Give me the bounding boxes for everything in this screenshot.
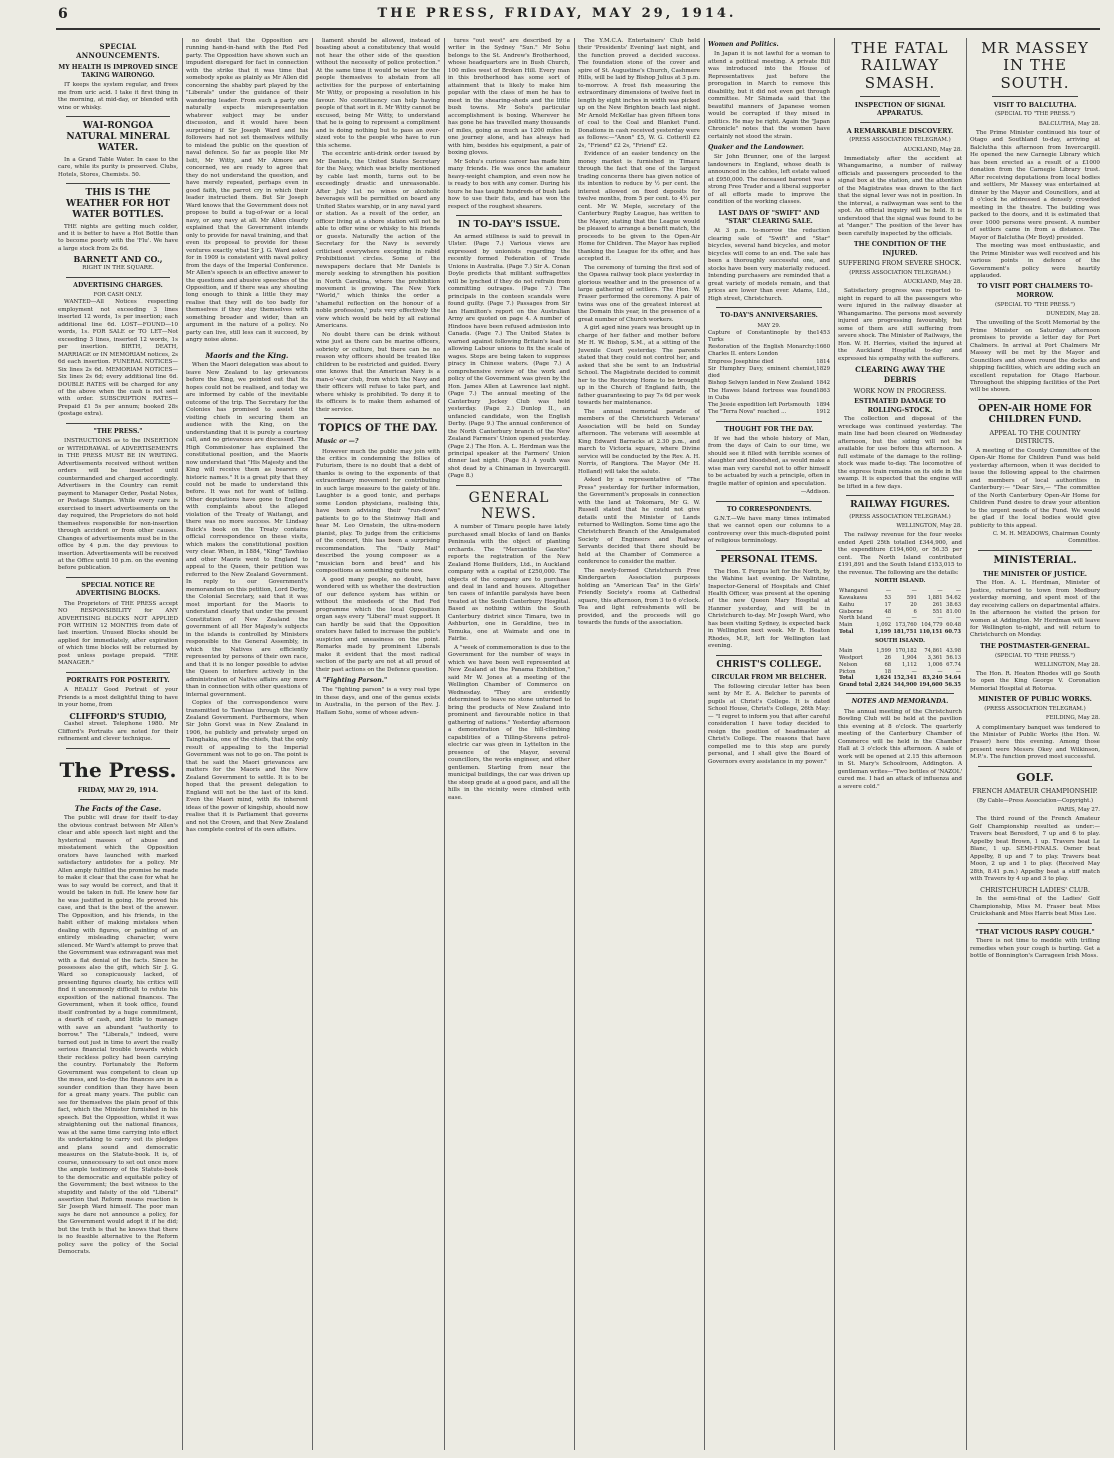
anniversary-year: 1829 [816, 365, 830, 372]
anniversary-year: 1660 [816, 344, 830, 351]
col4-text-a: tures "out west" are described by a writer in the Sydney "Sun." Mr Sohu belongs to the St. Andrew's Brotherhood, whose headquarters are in Bush Church, 100 miles west of Broken Hill. Every man in this brotherhood has some sort of attainment that is likely to make him popular with the class of men he has to meet in the shearing-sheds and the little bush towns. Mr Sohu's particular accomplishment is boxing. Wherever he has gone he has travelled many thousands of miles, going as much as 1200 miles in one journey alone, and has always had with him, besides his equipment, a pair of boxing gloves. [448, 38, 570, 157]
anniversaries-list [708, 330, 830, 417]
table-cell: 152,341 [893, 675, 917, 682]
general-news-text: A number of Timaru people have lately purchased small blocks of land on Banks Peninsula with the object of planting orchards. The "Mercantile Gazette" reports the registration of the New Zealand Home Builders, Ltd., in Auckland company with a capital of £250,000. The objects of the company are to purchase and deal in land and houses. Altogether ten cases of infantile paralysis have been treated at the South Canterbury Hospital. Based as nothing within the South Canterbury district since Timaru, two in Ashburton, one in Geraldine, two in Temuka, one at Waimate and one in Fairlie. [448, 524, 570, 643]
justice-heading: THE MINISTER OF JUSTICE. [982, 569, 1088, 578]
table-cell: Main [839, 647, 853, 654]
divider [978, 550, 1092, 551]
table-row [838, 615, 962, 622]
sale-heading: LAST DAYS OF "SWIFT" AND "STAR" CLEARING SALE. [718, 209, 820, 226]
table-cell: 1,006 [927, 661, 943, 668]
table-cell: 17 [884, 601, 892, 608]
column-rule [182, 38, 183, 1450]
railway-smash-deck-2: A REMARKABLE DISCOVERY. [846, 126, 954, 135]
table-cell: Main [839, 622, 853, 629]
table-cell: 1,199 [874, 629, 892, 636]
divider [978, 923, 1092, 924]
table-row [838, 675, 962, 682]
golf-heading: GOLF. [1016, 770, 1054, 784]
ad-firm-address: RIGHT IN THE SQUARE. [82, 265, 154, 272]
portraits-heading: PORTRAITS FOR POSTERITY. [66, 676, 170, 684]
col5-text-c: The ceremony of turning the first sod of the Opawa railway took place yesterday in glorious weather and in the presence of a large gathering of settlers. The Hon. W. Fraser performed the ceremony. A pair of twins was one of the greatest interest at the Domain this year, in the presence of a great number of Church workers. [578, 264, 700, 323]
divider [66, 183, 170, 184]
divider [860, 122, 940, 123]
advertising-charges-heading: ADVERTISING CHARGES. [73, 281, 163, 289]
condition-sub: SUFFERING FROM SEVERE SHOCK. [838, 259, 962, 268]
table-cell: 1,599 [876, 647, 892, 654]
anniversary-item [708, 366, 830, 380]
condition-dateline: AUCKLAND, May 28. [903, 279, 962, 286]
topics-heading: TOPICS OF THE DAY. [318, 423, 438, 435]
column-7 [838, 38, 962, 1450]
divider [66, 423, 170, 424]
notes-heading: NOTES AND MEMORANDA. [851, 698, 949, 706]
open-air-signature: C. M. H. MEADOWS, Chairman County Committee. [992, 531, 1100, 545]
table-cell: 551 [932, 608, 943, 615]
correspondents-text: G.N.T.—We have many times intimated that we cannot open our columns to a controversy over this much-disputed point of religious terminology. [708, 515, 830, 545]
pmg-dateline: WELLINGTON, May 28. [1034, 661, 1100, 668]
anniversary-year: 1863 [816, 387, 830, 394]
table-cell: — [885, 587, 892, 594]
cough-heading: "THAT VICIOUS RASPY COUGH." [975, 927, 1095, 936]
table-cell: 1,624 [874, 675, 892, 682]
ad-firm-name: BARNETT AND CO., [73, 254, 163, 265]
table-cell: Nelson [839, 661, 858, 668]
table-cell: 1,092 [876, 622, 892, 629]
ladies-club-text: In the semi-final of the Ladies' Golf Championship, Miss M. Fraser beat Miss Cruickshank and Miss Harris beat Miss Lee. [970, 896, 1100, 918]
column-rule [574, 38, 575, 1450]
press-notice-heading: "THE PRESS." [93, 427, 143, 435]
table-row [838, 595, 962, 602]
anniversary-text: The Hawes Island fortress was found in Cuba [708, 387, 817, 401]
column-rule [834, 38, 835, 1450]
editorial-text: The public will draw for itself to-day the obvious contrast between Mr Allen's clear and able speech last night and the hysterical masses of abuse and misstatement which the Opposition orators have launched with marked satisfactory antidotes for a policy. Mr Allen amply fulfilled the promise he made to make it clear that the case for what he was to say would be correct, and that it would be taken in full. He knew how far he was justified in going. He proved his case, and that is the best of the answer. The Opposition, and his friends, in the habit either of making mistakes when dealing with figures, or painting of an entirely misleading character, were silenced. Mr Ward's attempt to prove that the Government was extravagant was met with a flat denial of the facts. Since he possesses also the gift, which Sir J. G. Ward so conspicuously lacked, of presenting figures clearly, his critics will find it uncommonly difficult to refute his exposition of the national finances. The Government, when it took office, found itself confronted by a huge commitment, a dearth of cash, and little to manage with save an abundant "authority to borrow." The "Liberals," indeed, were turned out just in time to avert the really serious financial trouble towards which their reckless policy had been carrying the country. Fortunately the Reform Government was competent to clean up the mess, and to-day the finances are in a sounder condition than they have been for a great many years. The public can see for themselves the plain proof of this fact, which the Minister furnished in his speech. But the Opposition, whilst it was straightening out the national finances, was at the same time carrying into effect its undertaking to carry out its pledges and plans sound and democratic measures on the Statute-book. It is, of course, unnecessary to set out once more the ample testimony of the Statute-book to the democratic and equitable policy of the Government; the best witness to the stupidity and falsity of the old "Liberal" assertion that Reform means reaction is Sir Joseph Ward himself. The poor man says he dare not announce a policy, for the Government would adopt it if he did; but the truth is that he knows that there is no feasible alternative to the Reform policy save the policy of the Social Democrats. [58, 815, 178, 1256]
col3-text-c: No doubt there can be drink without wine just as there can be marine officers, sobriety or culture, but there can be no reason why officers should be treated like children to be restricted and guided. Every one knows that the American Navy is a man-o'-war club, from which the Navy and their officers will refuse to take part, and where whisky is prohibited. To deny it to its officers is to make them ashamed of their service. [316, 331, 440, 413]
divider [66, 277, 170, 278]
railway-smash-dateline: AUCKLAND, May 28. [903, 146, 962, 153]
condition-heading: THE CONDITION OF THE INJURED. [853, 240, 947, 257]
advertising-charges-sub: FOR CASH ONLY. [93, 291, 143, 298]
divider [846, 693, 954, 694]
column-3 [316, 38, 440, 1450]
thought-author: —Addison. [800, 489, 830, 496]
table-row [838, 648, 962, 655]
col4-text-b: Mr Sohu's curious career has made him many friends. He was once the amateur heavy-weight champion, and even now he is ready to box with any comer. During his tours he has taught hundreds of bush lads how to use their fists, and has won the respect of the roughest shearers. [448, 158, 570, 210]
railway-smash-text: Immediately after the accident at Whangamarino, a number of railway officials and passengers proceeded to the signal box at the station, and the attention of the Magistrates was drawn to the fact that the signal lever was not in position. In the interval, a railwayman was sent to the spot. An official inquiry will be held. It is understood that the signal was found to be at "danger." The position of the lever has been carefully inspected by the officials. [838, 155, 962, 237]
ladies-club-heading: CHRISTCHURCH LADIES' CLUB. [980, 885, 1090, 894]
clearing-sub-2: ESTIMATED DAMAGE TO ROLLING-STOCK. [854, 397, 946, 414]
anniversary-item [708, 359, 830, 366]
music-text: However much the public may join with the critics in condemning the follies of Futurism, there is no doubt that a debt of thanks is owing to the exponents of that extraordinary movement for contributing in such large measure to the gaiety of life. Laughter is a good tonic, and perhaps some London physicians, realising this, have been advising their "run-down" patients to go to the Steinway Hall and hear M. Leo Ornstein, the ultra-modern pianist, play. To judge from the criticisms of the concert, this has been a surprising recommendation. The "Daily Mail" described the young composer as a "musician born and bred" and his compositions as something quite new. [316, 448, 440, 575]
table-cell: 1,881 [927, 594, 943, 601]
table-row [838, 588, 962, 595]
col5-text-a: The Y.M.C.A. Entertainers' Club held their 'Presidents' Evening' last night, and the function proved a decided success. The foundation stone of the cover and spire of St. Augustine's Church, Cashmere Hills, will be laid by Bishop Julius at 3 p.m. to-morrow. A frost fish measuring the extraordinary dimensions of twelve feet in length by eight inches in width was picked up on the New Brighton beach last night. Mr Arnold McKellar has given fifteen tons of coal to the Coal and Blanket Fund. Donations in cash received yesterday were as follows:—"Anon" £5, W. G. Cotterill £2 2s, "Friend" £2 2s, "Friend" £2. [578, 38, 700, 149]
col3-text-b: The eccentric anti-drink order issued by Mr Daniels, the United States Secretary for the Navy, which was briefly mentioned by cable last month, turns out to be exceedingly drastic and unreasonable. After July 1st no wines or alcoholic beverages will be permitted on board any United States warship, or in any naval yard or station. As a result of the order, an officer living at a shore station will not be able to offer wine or whisky to his friends or guests. Naturally the action of the Secretary for the Navy is severely criticised everywhere excepting in rabid Prohibitionist circles. Some of the newspapers declare that Mr Daniels is merely seeking to strengthen his position in North Carolina, where the prohibition movement is growing. The New York "World," which thinks the order a 'shameful reflection on the honour of a noble profession,' puts very effectively the view which would be held by all rational Americans. [316, 151, 440, 330]
anniversary-text: Capture of Constantinople by the Turks [708, 329, 817, 343]
general-news-text-2: A "week of commemoration is due to the Government for the number of ways in which we have been well represented at New Zealand at the Panama Exhibition," said Mr W. Jones at a meeting of the Wellington Chamber of Commerce on Wednesday. "They are evidently determined to leave no stone unturned to bring the products of New Zealand into prominent and favourable notice in that gathering of nations." Yesterday afternoon a demonstration of the hill-climbing capabilities of a Tilling-Stevens petrol-electric car was given in Lyttelton in the presence of the Mayor, several councillors, the works engineer, and other gentlemen. Starting from near the municipal buildings, the car was driven up the steep grade at a good pace, and all the hills in the vicinity were climbed with ease. [448, 644, 570, 801]
port-chalmers-byline: (SPECIAL TO "THE PRESS.") [995, 301, 1075, 308]
table-cell: 60.48 [946, 622, 961, 629]
col5-text-g: The newly-formed Christchurch Free Kindergarten Association purposes holding an "American Tea" in the Girls' Friendly Society's rooms at Cathedral square, this afternoon, from 3 to 6 o'clock. Tea and light refreshments will be provided, and the proceeds will go towards the funds of the association. [578, 567, 700, 627]
table-cell: 54.62 [946, 594, 961, 601]
table-cell: — [911, 668, 917, 675]
music-text-2: A good many people, no doubt, have wondered with us whether the destruction of our defence system has within or without the misdeeds of the Red Fed programme which the local Opposition organ says every "Liberal" must support. It can hardly be said that the Opposition orators have failed to increase the public's suspicion and uneasiness on the point. Remarks made by prominent Liberals make it evident that the most radical section of the party are not at all proud of their past actions on the Defence question. [316, 576, 440, 673]
todays-issue-heading: IN TO-DAY'S ISSUE. [457, 220, 561, 231]
portraits-text: A REALLY Good Portrait of your Friends is a most delightful thing to have in your home, from [58, 687, 178, 709]
table-cell: — [955, 587, 961, 594]
divider [80, 799, 156, 800]
women-politics-heading: Women and Politics. [708, 41, 779, 48]
ad-hot-water-text: THE nights are getting much colder, and it is better to have a Hot Bottle than to become poorly with the 'Flu'. We have a large stock from 2s 6d. [58, 223, 178, 252]
table-cell: Kawakawa [839, 594, 868, 601]
anniversary-text: The "Terra Nova" reached ... [708, 409, 787, 416]
works-text: A complimentary banquet was tendered to the Minister of Public Works (the Hon. W. Fraser) here this evening. Among those present were Messrs Okey and Wilkinson, M.P.'s. The function proved most successful. [970, 724, 1100, 761]
divider [66, 116, 170, 117]
table-cell: 74,861 [924, 647, 943, 654]
table-cell: — [937, 587, 943, 594]
table-cell: 173,760 [895, 622, 917, 629]
table-cell: 1,904 [901, 654, 917, 661]
christs-college-heading: CHRIST'S COLLEGE. [716, 659, 822, 670]
works-byline: (PRESS ASSOCIATION TELEGRAM.) [984, 706, 1086, 713]
massey-deck: VISIT TO BALCLUTHA. [993, 100, 1077, 109]
railway-table-south [838, 648, 962, 690]
table-cell: — [955, 615, 961, 622]
divider [456, 215, 562, 216]
table-cell: Picton [839, 668, 856, 675]
col5-text-e: The annual memorial parade of members of the Christchurch Veterans' Association will be held on Sunday afternoon. The veterans will assemble at King Edward Barracks at 2.30 p.m., and march to Victoria square, where Divine service will be conducted by the Rev. A. H. Norris, of Rangiora. The Mayor (Mr H. Holland) will take the salute. [578, 408, 700, 475]
editorial-heading: The Facts of the Case. [74, 803, 162, 813]
anniversary-item [708, 330, 830, 344]
anniversary-item [708, 402, 830, 409]
fighting-parson-text: The "fighting parson" is a very real type in these days, and one of the genus exists in Australia, in the person of the Rev. J. Hallam Sohu, some of whose adven- [316, 687, 440, 716]
ad-wairongo-title: MY HEALTH IS IMPROVED SINCE TAKING WAIRONGO. [58, 63, 178, 80]
anniversary-text: Restoration of the English Monarchy: Charles II. enters London [708, 344, 817, 358]
table-cell: 53 [884, 594, 892, 601]
special-notice-heading: SPECIAL NOTICE RE ADVERTISING BLOCKS. [75, 581, 161, 598]
anniversary-year: 1894 [816, 402, 830, 409]
condition-byline: (PRESS ASSOCIATION TELEGRAM.) [849, 270, 951, 277]
table-cell: — [937, 615, 943, 622]
works-heading: MINISTER OF PUBLIC WORKS. [978, 695, 1092, 704]
table-cell: 83,240 [922, 675, 943, 682]
table-row [838, 662, 962, 669]
table-cell: 170,182 [895, 647, 917, 654]
clearing-sub: WORK NOW IN PROGRESS. [853, 386, 947, 395]
advertising-charges-text: WANTED—All Notices respecting employment not exceeding 3 lines inserted 12 words, 1s per insertion; each additional line 6d. LOST—FOUND—10 words, 1s. FOR SALE or TO LET—Not exceeding 3 lines, inserted 12 words, 1s per insertion. BIRTH, DEATH, MARRIAGE or IN MEMORIAM notices, 2s 6d each insertion. FUNERAL NOTICES—Six lines 2s 6d. MEMORIAM NOTICES—Six lines 2s 6d; every additional line 6d. DOUBLE RATES will be charged for any of the above when the cash is not sent with order. SUBSCRIPTION RATES—Prepaid £1 5s per annum; booked 28s (postage extra). [58, 299, 178, 418]
column-rule [312, 38, 313, 1450]
table-row [838, 655, 962, 662]
pmg-heading: THE POSTMASTER-GENERAL. [980, 641, 1090, 650]
port-chalmers-heading: TO VISIT PORT CHALMERS TO-MORROW. [977, 282, 1093, 300]
railway-table-north [838, 588, 962, 637]
ministerial-heading: MINISTERIAL. [993, 554, 1077, 566]
port-chalmers-text: The unveiling of the Scott Memorial by the Prime Minister on Saturday afternoon promises to provide a letter day for Port Chalmers. In arrival at Port Chalmers Mr Massey will be met by the Mayor and Councillors and shown round the docks and shipping facilities, which are adding such an excellent reputation for Otago Harbour. Throughout the shipping facilities of the Port will be shown. [970, 320, 1100, 394]
table-cell: Total [839, 675, 854, 682]
table-cell: Grand total [839, 682, 873, 689]
special-announcements-heading: SPECIAL ANNOUNCEMENTS. [76, 42, 160, 61]
table-row [838, 622, 962, 629]
ad-wai-rongoa-text: In a Grand Table Water. In case to the care, while its purity is preserved. Clubs, Hotels, Stores, Chemists. 50. [58, 156, 178, 178]
anniversary-text: Empress Josephine died [708, 358, 774, 365]
table-row [838, 609, 962, 616]
column-2 [186, 38, 308, 1450]
quaker-heading: Quaker and the Landowner. [708, 144, 804, 152]
editorial-continued-text: no doubt that the Opposition are running hand-in-hand with the Red Fed party. The Opposition have shown such an impudent disregard for fact in connection with the strike that it was time that somebody spoke as plainly as Mr Allen did concerning the shabby part played by the "Liberals" under the guidance of their wandering leader. From such a party one naturally expects misrepresentation whatever subject may be under discussion, and it would have been surprising if Sir Joseph Ward and his followers had not set themselves wilfully to mislead the public on the question of naval defence. So far as people like Mr Isitt, Mr Witty, and Mr Atmore are concerned, we are ready to agree that they do not understand the question, and have merely repeated, perhaps even in good faith, the parrot cry in which their leader instructed them. But Sir Joseph Ward knows that the Government does not propose to build a tug-of-war or a local navy, or any navy at all. Mr Allen clearly explained that the Government intends only to provide for naval training, and that even its proposal to provide for these ventures exactly what Sir J. G. Ward asked for in 1909 is consistent with naval policy from the days of the Imperial Conference. Mr Allen's speech is an effective answer to the questions and abusive speeches of the Opposition, and if there was any shouting long enough to think a little they may realise that they will do too badly for themselves if they stay themselves with something broader and wider, than an argument in the nature of a policy. No party can live, still less can it succeed, by angry noise alone. [186, 38, 308, 344]
table-cell: 38.63 [946, 601, 961, 608]
divider [716, 421, 822, 422]
column-rule [966, 38, 967, 1450]
table-cell: 43.98 [946, 647, 961, 654]
quaker-text: Sir John Brunner, one of the largest landowners in England, whose death is announced in the cables, left estate valued at £950,000. The deceased baronet was a strong Free Trader and a liberal supporter of all efforts made to improve the condition of the working classes. [708, 154, 830, 206]
table-cell: 26 [884, 654, 892, 661]
table-cell: 20 [910, 601, 917, 608]
page-header [0, 0, 1114, 34]
anniversary-item [708, 344, 830, 358]
newspaper-title: The Press. [59, 757, 177, 782]
column-5 [578, 38, 700, 1450]
port-chalmers-dateline: DUNEDIN, May 28. [1046, 310, 1100, 317]
railway-figures-text: The railway revenue for the four weeks ended April 25th totalled £344,900, and the expenditure £194,600, or 56.35 per cent. The North Island contributed £191,891 and the South Island £153,015 to the revenue. The following are the details: [838, 532, 962, 576]
table-cell: 194,600 [919, 682, 943, 689]
table-cell: 68 [884, 661, 892, 668]
condition-text: Satisfactory progress was reported to-night in regard to all the passengers who were injured in the railway disaster at Whangamarino. The persons most severely injured are progressing favourably, but some of them are still suffering from severe shock. The Minister of Railways, the Hon. W. H. Herries, visited the injured at the Auckland Hospital to-day and expressed his sympathy with the sufferers. [838, 288, 962, 362]
pmg-byline: (SPECIAL TO "THE PRESS.") [995, 652, 1075, 659]
table-cell: 67.74 [946, 661, 961, 668]
correspondents-heading: TO CORRESPONDENTS. [726, 505, 812, 513]
table-cell: 48 [884, 608, 892, 615]
railway-figures-byline: (PRESS ASSOCIATION TELEGRAM.) [849, 513, 951, 520]
divider [716, 501, 822, 502]
table-cell: — [955, 668, 961, 675]
golf-text: The third round of the French Amateur Golf Championship resulted as under:— Travers beat Beresford, 7 up and 6 to play. Appelby beat Brown, 1 up. Travers beat Le Blanc, 1 up. SEMI-FINALS. Osmer beat Appelby, 8 up and 7 to play. Travers beat Moon, 2 up and 1 to play. (Received May 28th, 8.41 p.m.) Appelby beat a stiff match with Travers by 4 up and 3 to play. [970, 816, 1100, 883]
table-cell: Whangarei [839, 587, 868, 594]
pmg-text: The Hon. R. Heaton Rhodes will go South to open the King George V. Coronation Memorial Hospital at Rotorua. [970, 671, 1100, 692]
table-cell: 110,151 [919, 629, 943, 636]
table-cell: 56.35 [944, 682, 961, 689]
divider [716, 550, 822, 551]
table-row [838, 602, 962, 609]
massey-text: The Prime Minister continued his tour of Otago and Southland to-day, arriving at Balclutha this afternoon from Invercargill. He opened the new Carnegie Library which has been erected as a result of a £1000 donation from the Carnegie Library trust. After receiving deputations from local bodies and settlers, Mr Massey was entertained at dinner by the Mayor and Councillors, and at 8 o'clock he addressed a densely crowded meeting in the theatre. The building was packed to the doors, and it is estimated that over 1000 persons were present. A number of settlers came in from a distance. The Mayor of Balclutha (Mr Boyd) presided. [970, 129, 1100, 241]
anniversary-text: Sir Humphry Davy, eminent chemist, died [708, 365, 817, 380]
table-row [838, 682, 962, 689]
table-cell: 344,900 [893, 682, 917, 689]
table-cell: North Island [839, 615, 873, 622]
table-cell: Westport [839, 654, 863, 661]
table-south-island-label: SOUTH ISLAND. [875, 638, 925, 645]
christs-college-text: The following circular letter has been sent by Mr E. A. Belcher to parents of pupils at Christ's College. It is dated School House, Christ's College, 26th May:— "I regret to inform you that after careful consideration I have today decided to resign the position of headmaster at Christ's College. The reasons that have compelled me to this step are purely personal, and I shall give the Board of Governors every assistance in my power." [708, 683, 830, 765]
table-cell: Gisborne [839, 608, 863, 615]
divider [716, 307, 822, 308]
table-cell: 2,824 [874, 682, 892, 689]
table-cell: 181,751 [893, 629, 917, 636]
table-cell: 104,779 [921, 622, 943, 629]
open-air-heading: OPEN-AIR HOME FOR CHILDREN FUND. [978, 403, 1092, 425]
editorial-dateline: FRIDAY, MAY 29, 1914. [77, 786, 159, 794]
column-rule [704, 38, 705, 1450]
massey-dateline: BALCLUTHA, May 28. [1038, 120, 1100, 127]
anniversary-year: 1912 [816, 409, 830, 416]
divider [978, 766, 1092, 767]
divider [860, 96, 940, 97]
table-cell: 591 [906, 594, 917, 601]
column-4 [448, 38, 570, 1450]
table-cell: — [937, 668, 943, 675]
anniversary-year: 1814 [816, 358, 830, 365]
col5-text-d: A girl aged nine years was brought up in charge of her father and mother before Mr H. W. Bishop, S.M., at a sitting of the Juvenile Court yesterday. The parents stated that they could not control her, and asked that she be sent to an Industrial School. The Magistrate decided to commit her to the Receiving Home to be brought up in the Church of England faith, the father guaranteeing to pay 7s 6d per week towards her maintenance. [578, 325, 700, 407]
anniversary-text: The Jessie expedition left Portsmouth [708, 402, 811, 409]
column-1 [58, 38, 178, 1450]
massey-heading: MR MASSEY IN THE SOUTH. [981, 39, 1089, 92]
divider [66, 672, 170, 673]
anniversary-item [708, 388, 830, 402]
justice-text: The Hon. A. L. Herdman, Minister of Justice, returned to town from Medbury yesterday morning, and spent most of the day receiving callers on departmental affairs. In the afternoon he visited the prison for women at Addington. Mr Herdman will leave for Wellington to-night, and will return to Christchurch on Monday. [970, 580, 1100, 639]
col3-text-a: liament should be allowed, instead of boasting about a constitutency that would not hear the other side of the question without the necessity of police protection." At the same time it would be wiser for the people themselves to abstain from all activities for the purpose of entertaining Mr Witty, or proposing a resolution in his favour. No constituency can help having people of that sort in it. Mr Witty cannot be excused, being Mr Witty, to understand that he is going to represent a compliment and is doing nothing but to pass an over-sized vote to the people who have to run this scheme. [316, 38, 440, 149]
divider [66, 748, 170, 749]
divider [324, 418, 432, 419]
column-6 [708, 38, 830, 1450]
open-air-text: A meeting of the County Committee of the Open-Air Home for Children Fund was held yesterday afternoon, when it was decided to issue the following appeal to the chairmen and members of local authorities in Canterbury:— "Dear Sirs,— "The committee of the North Canterbury Open-Air Home for Children Fund desire to draw your attention to the urgent needs of the Fund. We would be glad if the local bodies would give publicity to this appeal. [970, 447, 1100, 529]
ad-wai-rongoa-title: WAI-RONGOA NATURAL MINERAL WATER. [66, 121, 170, 153]
table-cell: 18 [884, 668, 892, 675]
table-cell: — [911, 587, 917, 594]
railway-figures-dateline: WELLINGTON, May 28. [896, 523, 962, 530]
golf-byline: (By Cable—Press Association—Copyright.) [976, 797, 1094, 804]
column-8 [970, 38, 1100, 1450]
women-politics-text: In Japan it is not lawful for a woman to attend a political meeting. A private Bill was introduced into the House of Representatives just before the prorogation in March to remove this disability, but it did not even get through committee. Mr Shimada said that the beautiful manners of Japanese women would be corrupted if they mixed in politics. He may be right. Again the "Japan Chronicle" notes that the women have certainly not stood the strain. [708, 51, 830, 140]
studio-name: CLIFFORD'S STUDIO, [69, 710, 167, 721]
table-cell: Total [839, 629, 854, 636]
page-number: 6 [58, 6, 68, 22]
divider [978, 399, 1092, 400]
golf-sub: FRENCH AMATEUR CHAMPIONSHIP. [972, 787, 1098, 796]
col5-text-b: Evidence of an easier tendency on the money market is furnished in Timaru through the fact that one of the largest trading concerns there has given notice of its intention to reduce by ½ per cent. the interest allowed on fixed deposits for twelve months, from 5 per cent. to 4½ per cent. Mr W. Meple, secretary of the Canterbury Rugby League, has written to the Mayor, stating that the League would be pleased to arrange a benefit match, the proceeds to be given to the Open-Air Home for Children. The Mayor has replied thanking the League for its offer, and has accepted it. [578, 151, 700, 263]
open-air-sub: APPEAL TO THE COUNTRY DISTRICTS. [989, 428, 1081, 446]
personal-items-text: The Hon. T. Fergus left for the North, by the Wahine last evening. Dr Valintine, Inspector-General of Hospitals and Chief Health Officer, was present at the opening of the new Queen Mary Hospital at Hanmer yesterday, and will be in Christchurch to-day. Mr Joseph Ward, who has been visiting Sydney, is expected back in Wellington next week. Mr R. Heaton Rhodes, M.P., left for Wellington last evening. [708, 568, 830, 650]
railway-figures-heading: RAILWAY FIGURES. [850, 500, 950, 511]
personal-items-heading: PERSONAL ITEMS. [720, 554, 818, 565]
divider [992, 96, 1078, 97]
ad-wairongo-text: IT keeps the system regular, and frees me from uric acid. I take it first thing in the morning, at mid-day, or blended with wine or whisky. [58, 82, 178, 111]
massey-byline: (SPECIAL TO "THE PRESS.") [995, 111, 1075, 118]
anniversaries-heading: TO-DAY'S ANNIVERSARIES. [720, 312, 818, 320]
cough-text: There is not time to meddle with trifling remedies when your cough is hurting. Get a bottle of Bonnington's Carrageen Irish Moss. [970, 938, 1100, 960]
col5-text-f: Asked by a representative of "The Press" yesterday for further information, the Government's proposals in connection with the land at Tokomaru, Mr G. W. Russell stated that he could not give details until the Minister of Lands returned to Wellington. Some time ago the Christchurch Branch of the Amalgamated Society of Engineers and Railway Servants decided that there should be held at the Chamber of Commerce a conference to consider the matter. [578, 477, 700, 566]
todays-issue-text: An armed stillness is said to prevail in Ulster. (Page 7.) Various views are expressed by unionists regarding the recently formed Federation of Trade Unions in Australia. (Page 7.) Sir A. Conan Doyle predicts that militant suffragettes will be lynched if they do not refrain from committing outrages. (Page 7.) The principals in the conteen scandals were found guilty. (Page 7.) Passages from Sir Ian Hamilton's report on the Australian Army are quoted on page 4. A number of Hindoos have been refused admission into Canada. (Page 7.) The United States is warned against following Britain's lead in allowing Labour unions to fix the scale of wages. Steps are being taken to suppress piracy in Chinese waters. (Page 7.) A comprehensive review of the work and policy of the Government was given by the Hon. James Allen at Lawrence last night. (Page 7.) The annual meeting of the Canterbury Jockey Club was held yesterday. (Page 2.) Dunlop II., an unfancied candidate, won the English Derby. (Page 9.) The annual conference of the North Canterbury branch of the New Zealand Farmers' Union opened yesterday. (Page 2.) The Hon. A. L. Herdman was the principal speaker at the Farmers' Union dinner last night. (Page 8.) A youth was shot dead by a Chinaman in Invercargill. (Page 8.) [448, 233, 570, 480]
table-cell: 54.64 [944, 675, 961, 682]
table-cell: 81.00 [946, 608, 961, 615]
table-cell: 3,361 [927, 654, 943, 661]
fighting-parson-heading: A "Fighting Parson." [316, 677, 388, 685]
table-row [838, 669, 962, 676]
maoris-text: When the Maori delegation was about to leave New Zealand to lay grievances before the King, we pointed out that its hopes could not be realised, and today we are informed by cable of the inevitable outcome of the trip. The Secretary for the Colonies has promised to assist the visiting chiefs in securing them an audience with the King, on the understanding that it is purely a courtesy call, and no grievances are discussed. The High Commissioner has explained the constitutional position, and the Maoris now understand that "His Majesty and the King will receive them as bearers of historic names." It is a great pity that they could not be made to understand this before. It was not for want of telling. Other deputations have gone to England with complaints about the alleged violation of the Treaty of Waitangi, and there was no more success. Mr Lindsay Buick's book on the Treaty contains official correspondence on these visits, which makes the constitutional position very clear. When, in 1884, "King" Tawhiao and other Maoris went to England to appeal to the Queen, their petition was referred to the New Zealand Government. In reply to our Government's memorandum on this petition, Lord Derby, the Colonial Secretary, said that it was most important for the Maoris to understand clearly that under the present Constitution of New Zealand the government of all Her Majesty's subjects in the islands is controlled by Ministers responsible to the General Assembly, in which the Natives are efficiently represented by persons of their own race, and that it is no longer possible to advise the Queen to interfere actively in the administration of Native affairs any more than in connection with other questions of internal government. [186, 362, 308, 698]
general-news-heading: GENERAL NEWS. [468, 489, 550, 523]
header-rule [56, 28, 1100, 30]
music-heading: Music or —? [316, 438, 359, 446]
maoris-text-2: Copies of the correspondence were transmitted to Tawhiao through the New Zealand Government. Furthermore, when Sir John Gorst was in New Zealand in 1906, he publicly and privately urged on Tainghakia, one of the chiefs, that the only result of appealing to the Imperial Government was not to go on. The point is that he said the Maori grievances are matters for the Maoris and the New Zealand Government to settle. It is to be hoped that the present delegation to England will not be the last of its kind. Even the Maori mind, with its inherent ideas of the power of kingship, should now realise that it is Parliament that governs and not the Crown, and that New Zealand has complete control of its own affairs. [186, 700, 308, 834]
table-north-island-label: NORTH ISLAND. [874, 578, 926, 585]
divider [66, 577, 170, 578]
anniversaries-date: MAY 29. [757, 322, 781, 329]
table-cell: — [885, 615, 892, 622]
sale-text: At 3 p.m. to-morrow the reduction clearing sale of "Swift" and "Star" bicycles, several hand bicycles, and motor bicycles will come to an end. The sale has been a thoroughly successful one, and stocks have been very materially reduced. Intending purchasers are reminded that a great variety of models remain, and that prices are lower than ever. Adams, Ltd., High street, Christchurch. [708, 228, 830, 302]
railway-smash-deck-1: INSPECTION OF SIGNAL APPARATUS. [854, 100, 946, 118]
golf-dateline: PARIS, May 27. [1057, 806, 1100, 813]
anniversary-text: Bishop Selwyn landed in New Zealand [708, 380, 814, 387]
ad-hot-water-title: THIS IS THE WEATHER FOR HOT WATER BOTTLES. [65, 188, 170, 220]
divider [846, 495, 954, 496]
christs-college-sub: CIRCULAR FROM MR BELCHER. [711, 673, 827, 681]
divider [456, 485, 562, 486]
notes-text: The annual meeting of the Christchurch Bowling Club will be held at the pavilion this evening at 8 o'clock. The quarterly meeting of the Canterbury Chamber of Commerce will be held in the Chamber Hall at 3 o'clock this afternoon. A sale of work will be opened at 2.15 this afternoon in St. Mary's Schoolroom, Addington. A gentleman writes—"Two bottles of 'NAZOL' cured me. I had an attack of influenza and a severe cold." [838, 708, 962, 790]
anniversary-item [708, 380, 830, 387]
railway-smash-byline: (PRESS ASSOCIATION TELEGRAM.) [849, 137, 951, 144]
anniversary-year: 1842 [816, 380, 830, 387]
thought-text: If we had the whole history of Man, from the days of Cain to our time, we should see it filled with terrible scenes of slaughter and bloodshed, as would make a wise man very careful not to offer himself to be actuated by such a principle, often in fragile matter of opinion and speculation. [708, 435, 830, 487]
table-row [838, 629, 962, 636]
press-notice-text: INSTRUCTIONS as to the INSERTION or WITHDRAWAL of ADVERTISEMENTS in THE PRESS MUST BE IN WRITING. Advertisements received without written orders will be inserted until countermanded and charged accordingly. Advertisers in the Country can remit payment to Manager Order, Postal Notes, or Postage Stamps. While every care is exercised to insert advertisements on the day required, the Proprietors do not hold themselves responsible for non-insertion through accident or from other causes. Changes of advertisements must be in the office by 4 p.m. the day previous to insertion. Advertisements will be received at the Office until 10 p.m. on the evening before publication. [58, 438, 178, 572]
works-dateline: FEILDING, May 28. [1045, 715, 1100, 722]
masthead: THE PRESS, FRIDAY, MAY 29, 1914. [377, 6, 737, 21]
railway-smash-heading: THE FATAL RAILWAY SMASH. [851, 39, 949, 92]
maoris-heading: Maoris and the King. [205, 350, 289, 360]
divider [716, 655, 822, 656]
clearing-text: The collection and disposal of the wreckage was continued yesterday. The main line had been cleared on Wednesday afternoon, but the siding will not be available for use before this afternoon. A full estimate of the damage to the rolling-stock was made to-day. The locomotive of the express train remains on its side in the swamp. It is expected that the engine will be lifted in a few days. [838, 416, 962, 490]
anniversary-year: 1453 [816, 329, 830, 336]
table-cell: — [911, 615, 917, 622]
table-cell: 60.73 [944, 629, 961, 636]
table-cell: 6 [913, 608, 917, 615]
table-cell: 1,112 [901, 661, 917, 668]
column-rule [444, 38, 445, 1450]
anniversary-item [708, 409, 830, 416]
table-cell: 261 [932, 601, 943, 608]
studio-address: Cashel street. Telephone 1980. Mr Clifford's Portraits are noted for their refinement and clever technique. [58, 721, 178, 743]
table-cell: Kaihu [839, 601, 855, 608]
massey-text-2: The meeting was most enthusiastic, and the Prime Minister was well received and his various points in defence of the Government's policy were heartily applauded. [970, 243, 1100, 279]
thought-heading: THOUGHT FOR THE DAY. [724, 425, 814, 433]
table-cell: 56.13 [946, 654, 961, 661]
special-notice-text: The Proprietors of THE PRESS accept NO RESPONSIBILITY for ANY ADVERTISING BLOCKS NOT APPLIED FOR WITHIN 12 MONTHS from date of last insertion. Unused Blocks should be applied for immediately, after expiration of which time blocks will be returned by post unless postage prepaid. "THE MANAGER." [58, 600, 178, 667]
clearing-heading: CLEARING AWAY THE DEBRIS [855, 365, 945, 384]
